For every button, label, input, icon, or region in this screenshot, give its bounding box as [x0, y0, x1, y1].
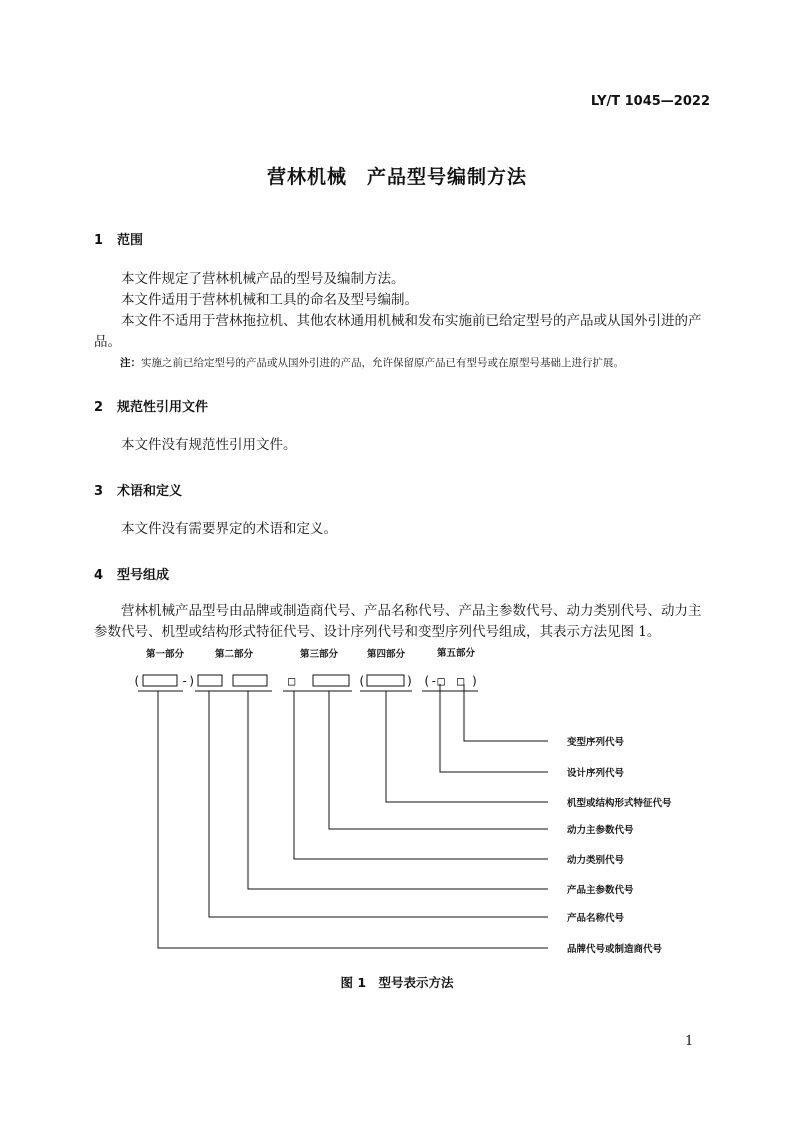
open-paren-1: ( — [133, 674, 141, 688]
code-label-power-param: 动力主参数代号 — [567, 825, 634, 836]
figure-caption: 图 1 型号表示方法 — [340, 975, 454, 990]
open-paren-2: ( — [358, 674, 366, 688]
code-label-product-param: 产品主参数代号 — [567, 885, 634, 896]
power-param-box — [313, 675, 349, 686]
leader-product-name — [209, 691, 548, 917]
note-label: 注： — [120, 357, 141, 369]
variant-box: □ — [457, 674, 465, 688]
code-label-power-type: 动力类别代号 — [567, 855, 625, 866]
dash-close-paren: -) — [181, 674, 196, 688]
code-label-product-name: 产品名称代号 — [567, 913, 625, 924]
power-type-box: □ — [288, 674, 296, 688]
structure-code-box — [367, 675, 404, 686]
scope-paragraph-3: 本文件不适用于营林拖拉机、其他农林通用机械和发布实施前已给定型号的产品或从国外引进的产品。 — [94, 313, 702, 350]
part-label-4: 第四部分 — [367, 649, 406, 660]
section-title: 规范性引用文件 — [117, 400, 209, 415]
composition-paragraph: 营林机械产品型号由品牌或制造商代号、产品名称代号、产品主参数代号、动力类别代号、动力主参数代号、机型或结构形式特征代号、设计序列代号和变型序列代号组成，其表示方法见图 1。 — [94, 603, 702, 640]
code-label-brand: 品牌代号或制造商代号 — [567, 944, 663, 955]
product-param-box — [233, 675, 267, 686]
section-title: 术语和定义 — [117, 484, 183, 499]
section-title: 型号组成 — [117, 568, 170, 583]
section-number: 4 — [94, 568, 104, 583]
code-label-structure: 机型或结构形式特征代号 — [567, 798, 672, 809]
document-title: 营林机械 产品型号编制方法 — [266, 166, 527, 188]
section-title: 范围 — [117, 233, 144, 248]
code-label-variant: 变型序列代号 — [567, 737, 625, 748]
standard-number: LY/T 1045—2022 — [590, 94, 710, 109]
section-number: 2 — [94, 400, 104, 415]
close-paren-2: ) — [406, 674, 414, 688]
leader-power-param — [329, 691, 548, 829]
part-label-1: 第一部分 — [146, 649, 185, 660]
close-paren-3: ) — [471, 674, 479, 688]
leader-design — [440, 684, 548, 772]
scope-paragraph-1: 本文件规定了营林机械产品的型号及编制方法。 — [121, 271, 405, 287]
product-name-box — [198, 675, 222, 686]
dash-design-box: (-□ — [423, 674, 445, 688]
section-number: 1 — [94, 233, 104, 248]
terms-paragraph: 本文件没有需要界定的术语和定义。 — [121, 521, 337, 537]
leader-variant — [464, 684, 548, 741]
page-number: 1 — [685, 1034, 694, 1049]
part-label-5: 第五部分 — [437, 648, 476, 659]
part-label-3: 第三部分 — [300, 649, 339, 660]
part-label-2: 第二部分 — [215, 649, 254, 660]
note-text: 实施之前已给定型号的产品或从国外引进的产品，允许保留原产品已有型号或在原型号基础上进行扩展。 — [141, 357, 624, 369]
leader-structure — [386, 691, 548, 802]
normative-paragraph: 本文件没有规范性引用文件。 — [121, 437, 297, 453]
scope-paragraph-2: 本文件适用于营林机械和工具的命名及型号编制。 — [121, 292, 418, 308]
section-number: 3 — [94, 484, 104, 499]
leader-brand — [158, 691, 548, 948]
code-label-design: 设计序列代号 — [567, 768, 625, 779]
brand-code-box — [143, 675, 177, 686]
leader-power-type — [294, 691, 548, 859]
